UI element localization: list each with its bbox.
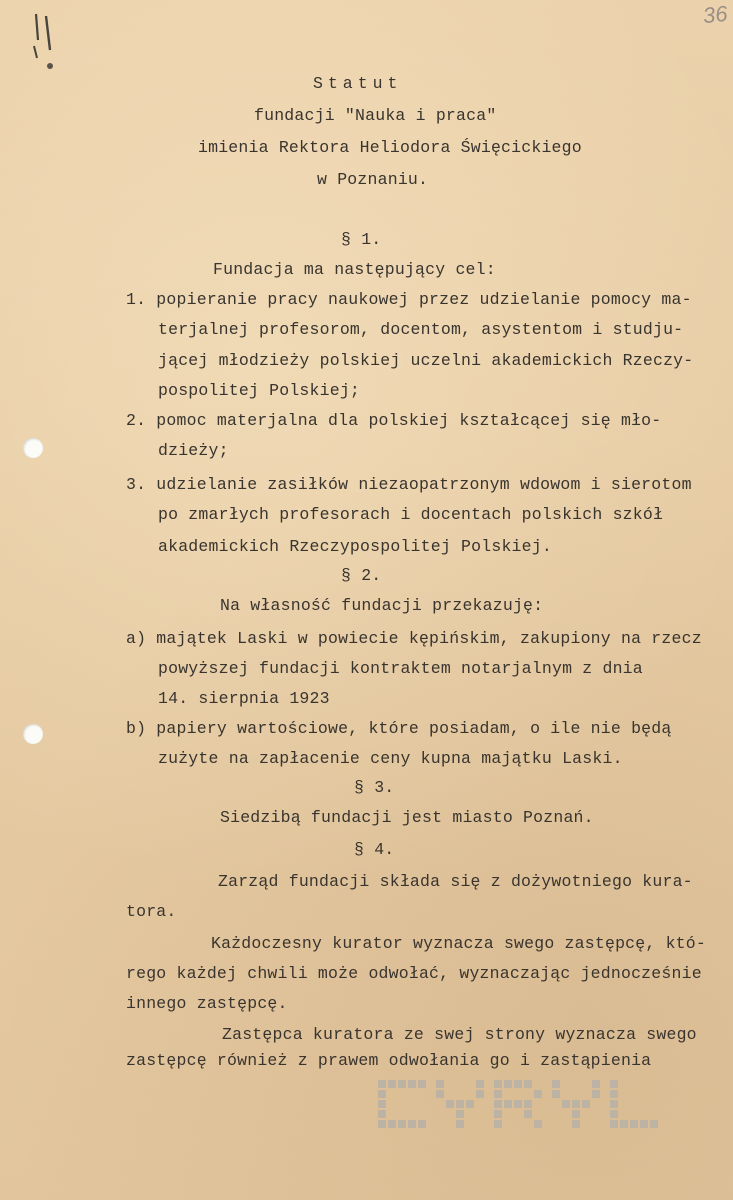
punch-hole-top — [23, 438, 43, 458]
section-heading-1: § 1. — [341, 230, 382, 249]
title-location: w Poznaniu. — [317, 170, 429, 189]
section-4-line: Zarząd fundacji składa się z dożywotniego kura- — [218, 872, 693, 891]
section-2-intro: Na własność fundacji przekazuję: — [220, 596, 544, 615]
section-1-line: 2. pomoc materjalna dla polskiej kształcącej się mło- — [126, 411, 662, 430]
punch-hole-bottom — [23, 724, 43, 744]
page-number-note: 36 — [701, 0, 729, 29]
pencil-marks — [28, 10, 68, 80]
section-1-intro: Fundacja ma następujący cel: — [213, 260, 496, 279]
section-2-line: a) majątek Laski w powiecie kępińskim, zakupiony na rzecz — [126, 629, 702, 648]
section-4-line: rego każdej chwili może odwołać, wyznaczając jednocześnie — [126, 964, 702, 983]
title-statut: Statut — [313, 74, 403, 93]
section-4-line: Każdoczesny kurator wyznacza swego zastępcę, któ- — [211, 934, 706, 953]
section-1-line: terjalnej profesorom, docentom, asystentom i studju- — [158, 320, 684, 339]
section-2-line: zużyte na zapłacenie ceny kupna majątku Laski. — [158, 749, 623, 768]
section-1-line: 3. udzielanie zasiłków niezaopatrzonym wdowom i sierotom — [126, 475, 692, 494]
section-4-line: zastępcę również z prawem odwołania go i zastąpienia — [126, 1051, 652, 1070]
section-2-line: b) papiery wartościowe, które posiadam, o ile nie będą — [126, 719, 672, 738]
section-4-line: innego zastępcę. — [126, 994, 288, 1013]
section-1-line: po zmarłych profesorach i docentach polskich szkół — [158, 505, 664, 524]
section-2-line: powyższej fundacji kontraktem notarjalnym z dnia — [158, 659, 643, 678]
section-1-line: pospolitej Polskiej; — [158, 381, 361, 400]
section-1-line: jącej młodzieży polskiej uczelni akademickich Rzeczy- — [158, 351, 694, 370]
section-1-line: akademickich Rzeczypospolitej Polskiej. — [158, 537, 552, 556]
section-heading-4: § 4. — [354, 840, 395, 859]
section-2-line: 14. sierpnia 1923 — [158, 689, 330, 708]
title-patron: imienia Rektora Heliodora Święcickiego — [198, 138, 582, 157]
title-fundation-name: fundacji "Nauka i praca" — [254, 106, 497, 125]
section-4-line: Zastępca kuratora ze swej strony wyznacza swego — [222, 1025, 697, 1044]
section-3-text: Siedzibą fundacji jest miasto Poznań. — [220, 808, 594, 827]
section-heading-2: § 2. — [341, 566, 382, 585]
section-4-line: tora. — [126, 902, 177, 921]
section-1-line: 1. popieranie pracy naukowej przez udzielanie pomocy ma- — [126, 290, 692, 309]
watermark-logo — [378, 1080, 663, 1132]
section-1-line: dzieży; — [158, 441, 229, 460]
section-heading-3: § 3. — [354, 778, 395, 797]
